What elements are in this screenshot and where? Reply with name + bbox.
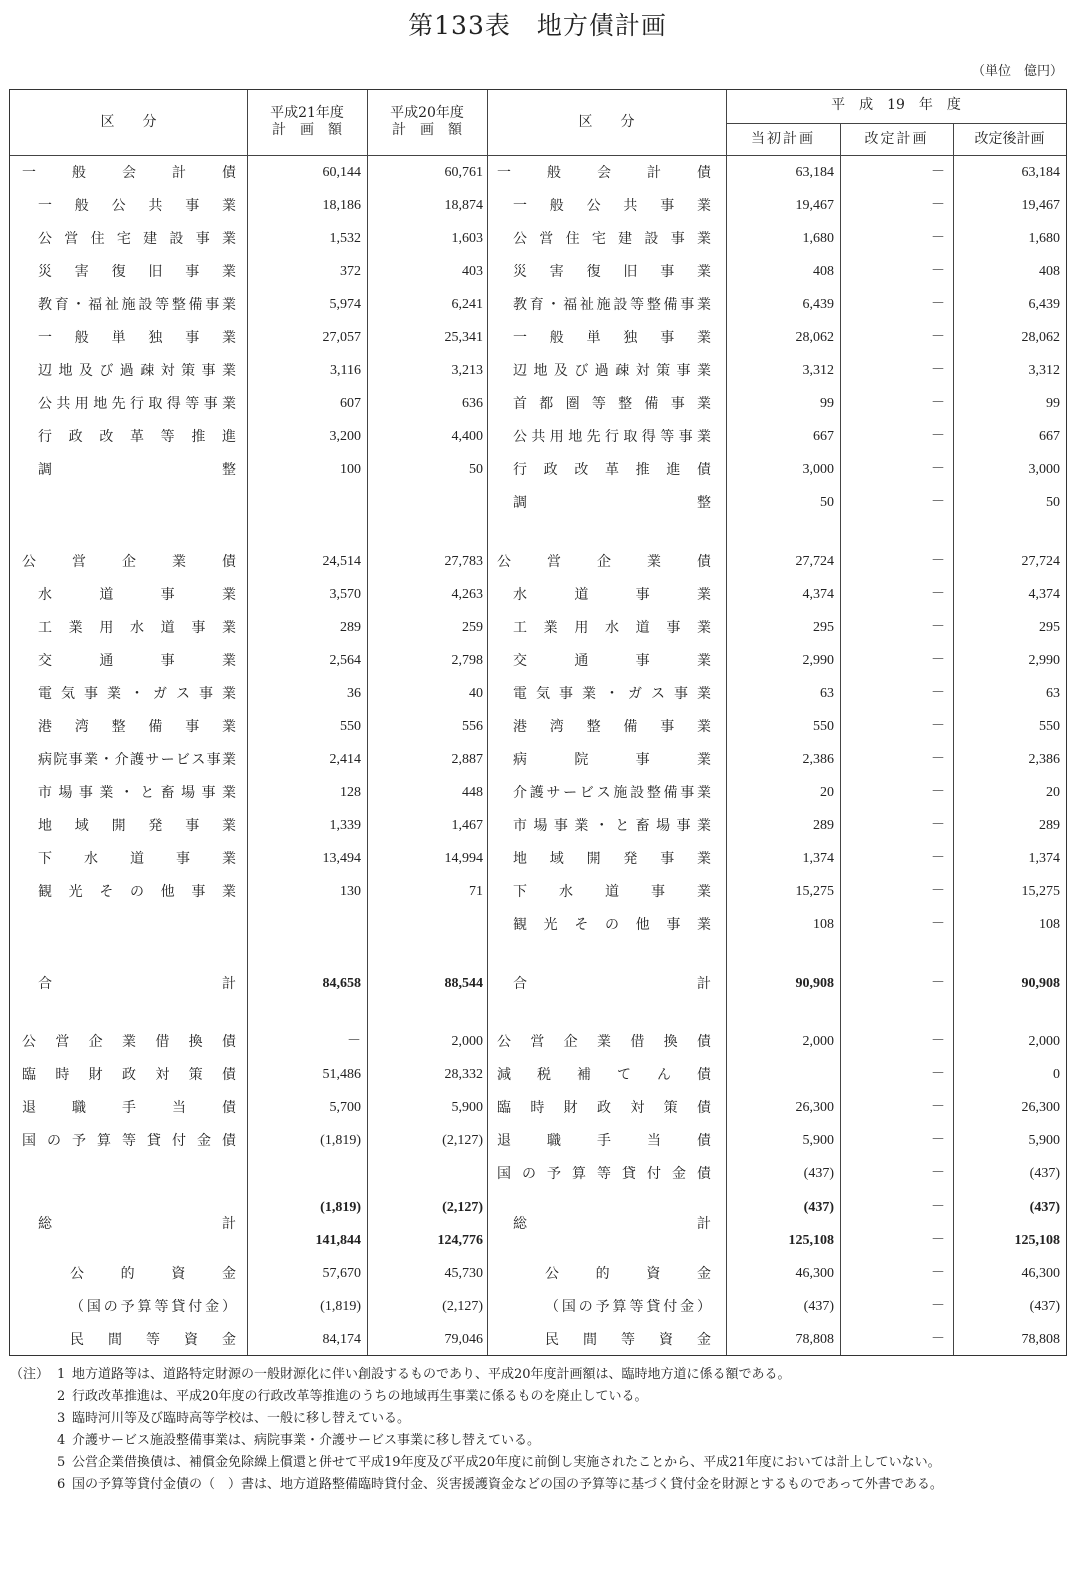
left-row-label: 行政改革等推進 <box>38 429 236 445</box>
right-row-initial: 2,990 <box>802 653 834 668</box>
right-row-after: 289 <box>1039 818 1060 833</box>
left-row-h20: 4,400 <box>451 429 483 444</box>
right-row-revision: － <box>931 495 945 510</box>
right-row-initial: 108 <box>813 917 834 932</box>
right-row-revision: － <box>931 1067 945 1082</box>
right-row-after: 408 <box>1039 264 1060 279</box>
right-row-initial: 50 <box>820 495 834 510</box>
right-row-label: 地域開発事業 <box>513 851 711 867</box>
left-row-h21: 3,116 <box>330 363 361 378</box>
left-row-h21: 128 <box>340 785 361 800</box>
right-row-label: 行政改革推進債 <box>513 462 711 478</box>
right-row-initial: 667 <box>813 429 834 444</box>
right-row-after: 1,680 <box>1028 231 1060 246</box>
left-row-h20: 259 <box>462 620 483 635</box>
left-row-h20: 448 <box>462 785 483 800</box>
left-row-h20: 636 <box>462 396 483 411</box>
left-row-h21: 60,144 <box>322 165 361 180</box>
left-row-h21: 2,414 <box>329 752 361 767</box>
right-row-initial: 5,900 <box>802 1133 834 1148</box>
note-item <box>10 1364 1070 1386</box>
page-title: 第133表 地方債計画 <box>408 11 667 40</box>
right-row-revision: － <box>931 884 945 899</box>
left-row-label: 公営企業借換債 <box>22 1034 236 1050</box>
right-row-revision: － <box>931 1266 945 1281</box>
right-row-revision: － <box>931 1200 945 1215</box>
right-row-initial: 408 <box>813 264 834 279</box>
right-row-after: 2,990 <box>1028 653 1060 668</box>
left-row-h20: 71 <box>469 884 483 899</box>
left-row-label: 公営住宅建設事業 <box>38 231 236 247</box>
header-category-right: 区 分 <box>578 114 635 130</box>
right-row-label: 教育・福祉施設等整備事業 <box>513 297 711 313</box>
left-row-label: 観光その他事業 <box>38 884 236 900</box>
right-row-initial: 26,300 <box>795 1100 834 1115</box>
note-text: 公営企業借換債は、補償金免除繰上償還と併せて平成19年度及び平成20年度に前倒し実施されたことから、平成21年度においては計上していない。 <box>72 1455 941 1470</box>
left-row-h21: 13,494 <box>322 851 361 866</box>
right-row-initial: 78,808 <box>795 1332 834 1347</box>
right-row-label: 公営住宅建設事業 <box>513 231 711 247</box>
right-row-revision: － <box>931 1233 945 1248</box>
left-row-h21: 3,570 <box>329 587 361 602</box>
right-row-after: 28,062 <box>1021 330 1060 345</box>
left-row-h21: 289 <box>340 620 361 635</box>
left-row-h20: 50 <box>469 462 483 477</box>
left-row-h20: 1,467 <box>451 818 483 833</box>
right-row-revision: － <box>931 686 945 701</box>
right-row-revision: － <box>931 1100 945 1115</box>
left-row-h20: 27,783 <box>444 554 483 569</box>
left-row-label: 病院事業・介護サービス事業 <box>38 752 236 768</box>
left-row-h21: 3,200 <box>329 429 361 444</box>
right-row-initial: 28,062 <box>795 330 834 345</box>
left-row-h21: 18,186 <box>322 198 361 213</box>
left-row-h21: 550 <box>340 719 361 734</box>
right-row-label: 臨時財政対策債 <box>497 1100 711 1116</box>
left-row-h20: 1,603 <box>451 231 483 246</box>
note-text: 地方道路等は、道路特定財源の一般財源化に伴い創設するものであり、平成20年度計画額は、臨時地方道に係る額である。 <box>72 1367 791 1382</box>
note-item <box>10 1386 1070 1408</box>
right-row-after: (437) <box>1029 1200 1060 1215</box>
right-row-label: 観光その他事業 <box>513 917 711 933</box>
right-row-initial: 289 <box>813 818 834 833</box>
left-row-h20: 403 <box>462 264 483 279</box>
right-row-revision: － <box>931 752 945 767</box>
left-row-h21: 141,844 <box>315 1233 361 1248</box>
right-row-after: 108 <box>1039 917 1060 932</box>
right-row-label: 交通事業 <box>513 653 711 669</box>
right-row-revision: － <box>931 1299 945 1314</box>
right-row-label: 公営企業債 <box>497 554 711 570</box>
right-row-after: 2,386 <box>1028 752 1060 767</box>
right-row-label: 調整 <box>513 495 711 511</box>
left-row-h20: 124,776 <box>437 1233 483 1248</box>
right-row-label: 公営企業借換債 <box>497 1034 711 1050</box>
right-row-revision: － <box>931 396 945 411</box>
right-row-initial: (437) <box>803 1299 834 1314</box>
left-row-label: 公営企業債 <box>22 554 236 570</box>
left-row-label: 臨時財政対策債 <box>22 1067 236 1083</box>
left-row-h20: 3,213 <box>451 363 483 378</box>
left-row-h21: 84,174 <box>322 1332 361 1347</box>
right-row-label: 民間等資金 <box>545 1332 711 1348</box>
left-row-label: 合計 <box>38 976 236 992</box>
right-row-label: 電気事業・ガス事業 <box>513 686 711 702</box>
right-row-revision: － <box>931 231 945 246</box>
left-row-label: 市場事業・と畜場事業 <box>38 785 236 801</box>
left-row-label: 辺地及び過疎対策事業 <box>38 363 236 379</box>
note-number: 4 <box>57 1433 66 1448</box>
right-row-initial: 1,680 <box>802 231 834 246</box>
right-row-revision: － <box>931 1332 945 1347</box>
right-row-after: (437) <box>1029 1299 1060 1314</box>
left-row-h20: 2,000 <box>451 1034 483 1049</box>
left-row-h21: 5,974 <box>329 297 361 312</box>
left-row-label: 総計 <box>38 1216 236 1232</box>
right-row-revision: － <box>931 620 945 635</box>
right-row-label: 下水道事業 <box>513 884 711 900</box>
left-row-h20: 25,341 <box>444 330 483 345</box>
right-row-after: (437) <box>1029 1166 1060 1181</box>
left-row-label: 港湾整備事業 <box>38 719 236 735</box>
note-number: 2 <box>57 1389 66 1404</box>
right-row-after: 19,467 <box>1021 198 1060 213</box>
left-row-h21: 130 <box>340 884 361 899</box>
right-row-label: 減税補てん債 <box>497 1067 711 1083</box>
right-row-initial: 63 <box>820 686 834 701</box>
right-row-after: 46,300 <box>1021 1266 1060 1281</box>
left-row-label: 教育・福祉施設等整備事業 <box>38 297 236 313</box>
right-row-revision: － <box>931 587 945 602</box>
header-initial: 当初計画 <box>751 131 815 147</box>
right-row-label: 合計 <box>513 976 711 992</box>
left-row-label: 国の予算等貸付金債 <box>22 1133 236 1149</box>
header-category-left: 区 分 <box>100 114 157 130</box>
right-row-label: 市場事業・と畜場事業 <box>513 818 711 834</box>
right-row-label: 公的資金 <box>545 1266 711 1282</box>
left-row-h21: (1,819) <box>320 1200 361 1215</box>
right-row-label: 一般公共事業 <box>513 198 711 214</box>
left-row-label: 調整 <box>38 462 236 478</box>
left-row-h20: 28,332 <box>444 1067 483 1082</box>
right-row-label: 退職手当債 <box>497 1133 711 1149</box>
right-row-revision: － <box>931 976 945 991</box>
right-row-revision: － <box>931 653 945 668</box>
left-row-label: 災害復旧事業 <box>38 264 236 280</box>
left-row-h20: 4,263 <box>451 587 483 602</box>
col-divider <box>487 90 488 1355</box>
left-row-label: 電気事業・ガス事業 <box>38 686 236 702</box>
left-row-h20: (2,127) <box>442 1299 483 1314</box>
right-row-revision: － <box>931 429 945 444</box>
left-row-label: 地域開発事業 <box>38 818 236 834</box>
header-revision: 改定計画 <box>864 131 929 147</box>
right-row-after: 78,808 <box>1021 1332 1060 1347</box>
right-row-initial: (437) <box>803 1166 834 1181</box>
left-row-h20: 40 <box>469 686 483 701</box>
right-row-revision: － <box>931 264 945 279</box>
notes <box>10 1364 1070 1496</box>
left-row-h21: (1,819) <box>320 1299 361 1314</box>
left-row-h21: 607 <box>340 396 361 411</box>
right-row-after: 0 <box>1053 1067 1060 1082</box>
left-row-h21: (1,819) <box>320 1133 361 1148</box>
right-row-revision: － <box>931 363 945 378</box>
right-row-label: 工業用水道事業 <box>513 620 711 636</box>
right-row-after: 90,908 <box>1021 976 1060 991</box>
right-row-revision: － <box>931 297 945 312</box>
right-row-revision: － <box>931 330 945 345</box>
right-row-initial: 2,386 <box>802 752 834 767</box>
left-row-h21: 24,514 <box>322 554 361 569</box>
left-row-h20: 18,874 <box>444 198 483 213</box>
right-row-revision: － <box>931 554 945 569</box>
right-row-initial: 19,467 <box>795 198 834 213</box>
right-row-initial: 6,439 <box>802 297 834 312</box>
header-divider <box>726 123 1066 124</box>
left-row-h20: 60,761 <box>444 165 483 180</box>
right-row-revision: － <box>931 785 945 800</box>
right-row-after: 15,275 <box>1021 884 1060 899</box>
right-row-initial: 125,108 <box>788 1233 834 1248</box>
left-row-h21: 57,670 <box>322 1266 361 1281</box>
note-number: 5 <box>57 1455 66 1470</box>
right-row-after: 4,374 <box>1028 587 1060 602</box>
left-row-label: 一般単独事業 <box>38 330 236 346</box>
left-row-h21: 5,700 <box>329 1100 361 1115</box>
header-h21: 平成21年度 計 画 額 <box>270 105 344 138</box>
left-row-h21: 1,339 <box>329 818 361 833</box>
right-row-initial: 3,312 <box>802 363 834 378</box>
right-row-initial: 1,374 <box>802 851 834 866</box>
right-row-label: 国の予算等貸付金債 <box>497 1166 711 1182</box>
debt-plan-table <box>9 89 1067 1356</box>
right-row-label: 水道事業 <box>513 587 711 603</box>
right-row-revision: － <box>931 1133 945 1148</box>
left-row-label: 公的資金 <box>70 1266 236 1282</box>
left-row-h21: 2,564 <box>329 653 361 668</box>
right-row-after: 27,724 <box>1021 554 1060 569</box>
note-text: 臨時河川等及び臨時高等学校は、一般に移し替えている。 <box>72 1411 411 1426</box>
right-row-initial: 63,184 <box>795 165 834 180</box>
right-row-after: 1,374 <box>1028 851 1060 866</box>
right-row-revision: － <box>931 1034 945 1049</box>
note-item <box>10 1408 1070 1430</box>
right-row-revision: － <box>931 851 945 866</box>
right-row-initial: 2,000 <box>802 1034 834 1049</box>
unit-label: （単位 億円） <box>971 64 1063 79</box>
right-row-label: 災害復旧事業 <box>513 264 711 280</box>
right-row-label: 一般単独事業 <box>513 330 711 346</box>
note-number: 6 <box>57 1477 66 1492</box>
note-number: 3 <box>57 1411 66 1426</box>
right-row-label: 総計 <box>513 1216 711 1232</box>
right-row-after: 50 <box>1046 495 1060 510</box>
note-number: 1 <box>57 1367 66 1382</box>
right-row-label: 港湾整備事業 <box>513 719 711 735</box>
left-row-label: 下水道事業 <box>38 851 236 867</box>
note-item <box>10 1474 1070 1496</box>
left-row-h21: 1,532 <box>329 231 361 246</box>
right-row-initial: 15,275 <box>795 884 834 899</box>
note-text: 国の予算等貸付金債の（ ）書は、地方道路整備臨時貸付金、災害援護資金などの国の予算等に基づく貸付金を財源とするものであって外書である。 <box>72 1477 943 1492</box>
note-text: 介護サービス施設整備事業は、病院事業・介護サービス事業に移し替えている。 <box>72 1433 541 1448</box>
right-row-revision: － <box>931 165 945 180</box>
right-row-revision: － <box>931 1166 945 1181</box>
right-row-initial: 3,000 <box>802 462 834 477</box>
right-row-after: 6,439 <box>1028 297 1060 312</box>
right-row-initial: 27,724 <box>795 554 834 569</box>
right-row-revision: － <box>931 818 945 833</box>
right-row-label: 辺地及び過疎対策事業 <box>513 363 711 379</box>
left-row-label: 工業用水道事業 <box>38 620 236 636</box>
right-row-label: 介護サービス施設整備事業 <box>513 785 711 801</box>
right-row-revision: － <box>931 198 945 213</box>
left-row-label: 民間等資金 <box>70 1332 236 1348</box>
right-row-initial: 4,374 <box>802 587 834 602</box>
right-row-revision: － <box>931 462 945 477</box>
header-after: 改定後計画 <box>974 131 1045 147</box>
right-row-initial: 550 <box>813 719 834 734</box>
right-row-after: 295 <box>1039 620 1060 635</box>
right-row-after: 667 <box>1039 429 1060 444</box>
left-row-label: 交通事業 <box>38 653 236 669</box>
note-item <box>10 1430 1070 1452</box>
right-row-initial: 46,300 <box>795 1266 834 1281</box>
right-row-label: （国の予算等貸付金） <box>545 1299 711 1315</box>
left-row-h20: 79,046 <box>444 1332 483 1347</box>
left-row-h21: 100 <box>340 462 361 477</box>
right-row-revision: － <box>931 719 945 734</box>
right-row-initial: 20 <box>820 785 834 800</box>
right-row-after: 63 <box>1046 686 1060 701</box>
left-row-h20: (2,127) <box>442 1133 483 1148</box>
left-row-h20: (2,127) <box>442 1200 483 1215</box>
right-row-label: 首都圏等整備事業 <box>513 396 711 412</box>
right-row-label: 一般会計債 <box>497 165 711 181</box>
left-row-h21: － <box>347 1034 361 1049</box>
right-row-revision: － <box>931 917 945 932</box>
right-row-after: 3,312 <box>1028 363 1060 378</box>
left-row-h20: 45,730 <box>444 1266 483 1281</box>
right-row-after: 20 <box>1046 785 1060 800</box>
left-row-h20: 6,241 <box>451 297 483 312</box>
right-row-after: 3,000 <box>1028 462 1060 477</box>
left-row-h21: 36 <box>347 686 361 701</box>
right-row-after: 550 <box>1039 719 1060 734</box>
left-row-h20: 556 <box>462 719 483 734</box>
left-row-label: （国の予算等貸付金） <box>70 1299 236 1315</box>
right-row-after: 125,108 <box>1014 1233 1060 1248</box>
right-row-label: 公共用地先行取得等事業 <box>513 429 711 445</box>
left-row-label: 一般公共事業 <box>38 198 236 214</box>
left-row-label: 一般会計債 <box>22 165 236 181</box>
left-row-label: 公共用地先行取得等事業 <box>38 396 236 412</box>
notes-prefix: （注） <box>10 1367 50 1382</box>
right-row-after: 99 <box>1046 396 1060 411</box>
right-row-initial: 295 <box>813 620 834 635</box>
header-bottom-rule <box>10 155 1066 156</box>
left-row-h20: 2,887 <box>451 752 483 767</box>
header-h20: 平成20年度 計 画 額 <box>390 105 464 138</box>
left-row-h21: 27,057 <box>322 330 361 345</box>
left-row-label: 退職手当債 <box>22 1100 236 1116</box>
notes-list <box>10 1364 1070 1496</box>
left-row-h20: 2,798 <box>451 653 483 668</box>
left-row-h20: 88,544 <box>444 976 483 991</box>
right-row-after: 63,184 <box>1021 165 1060 180</box>
right-row-after: 2,000 <box>1028 1034 1060 1049</box>
left-row-h21: 51,486 <box>322 1067 361 1082</box>
right-row-initial: 99 <box>820 396 834 411</box>
right-row-initial: 90,908 <box>795 976 834 991</box>
right-row-label: 病院事業 <box>513 752 711 768</box>
left-row-h21: 372 <box>340 264 361 279</box>
left-row-label: 水道事業 <box>38 587 236 603</box>
left-row-h20: 14,994 <box>444 851 483 866</box>
note-item <box>10 1452 1070 1474</box>
header-h19: 平 成 19 年 度 <box>831 97 961 113</box>
left-row-h20: 5,900 <box>451 1100 483 1115</box>
right-row-after: 26,300 <box>1021 1100 1060 1115</box>
left-row-h21: 84,658 <box>322 976 361 991</box>
right-row-initial: (437) <box>803 1200 834 1215</box>
right-row-after: 5,900 <box>1028 1133 1060 1148</box>
note-text: 行政改革推進は、平成20年度の行政改革等推進のうちの地域再生事業に係るものを廃止している。 <box>72 1389 648 1404</box>
